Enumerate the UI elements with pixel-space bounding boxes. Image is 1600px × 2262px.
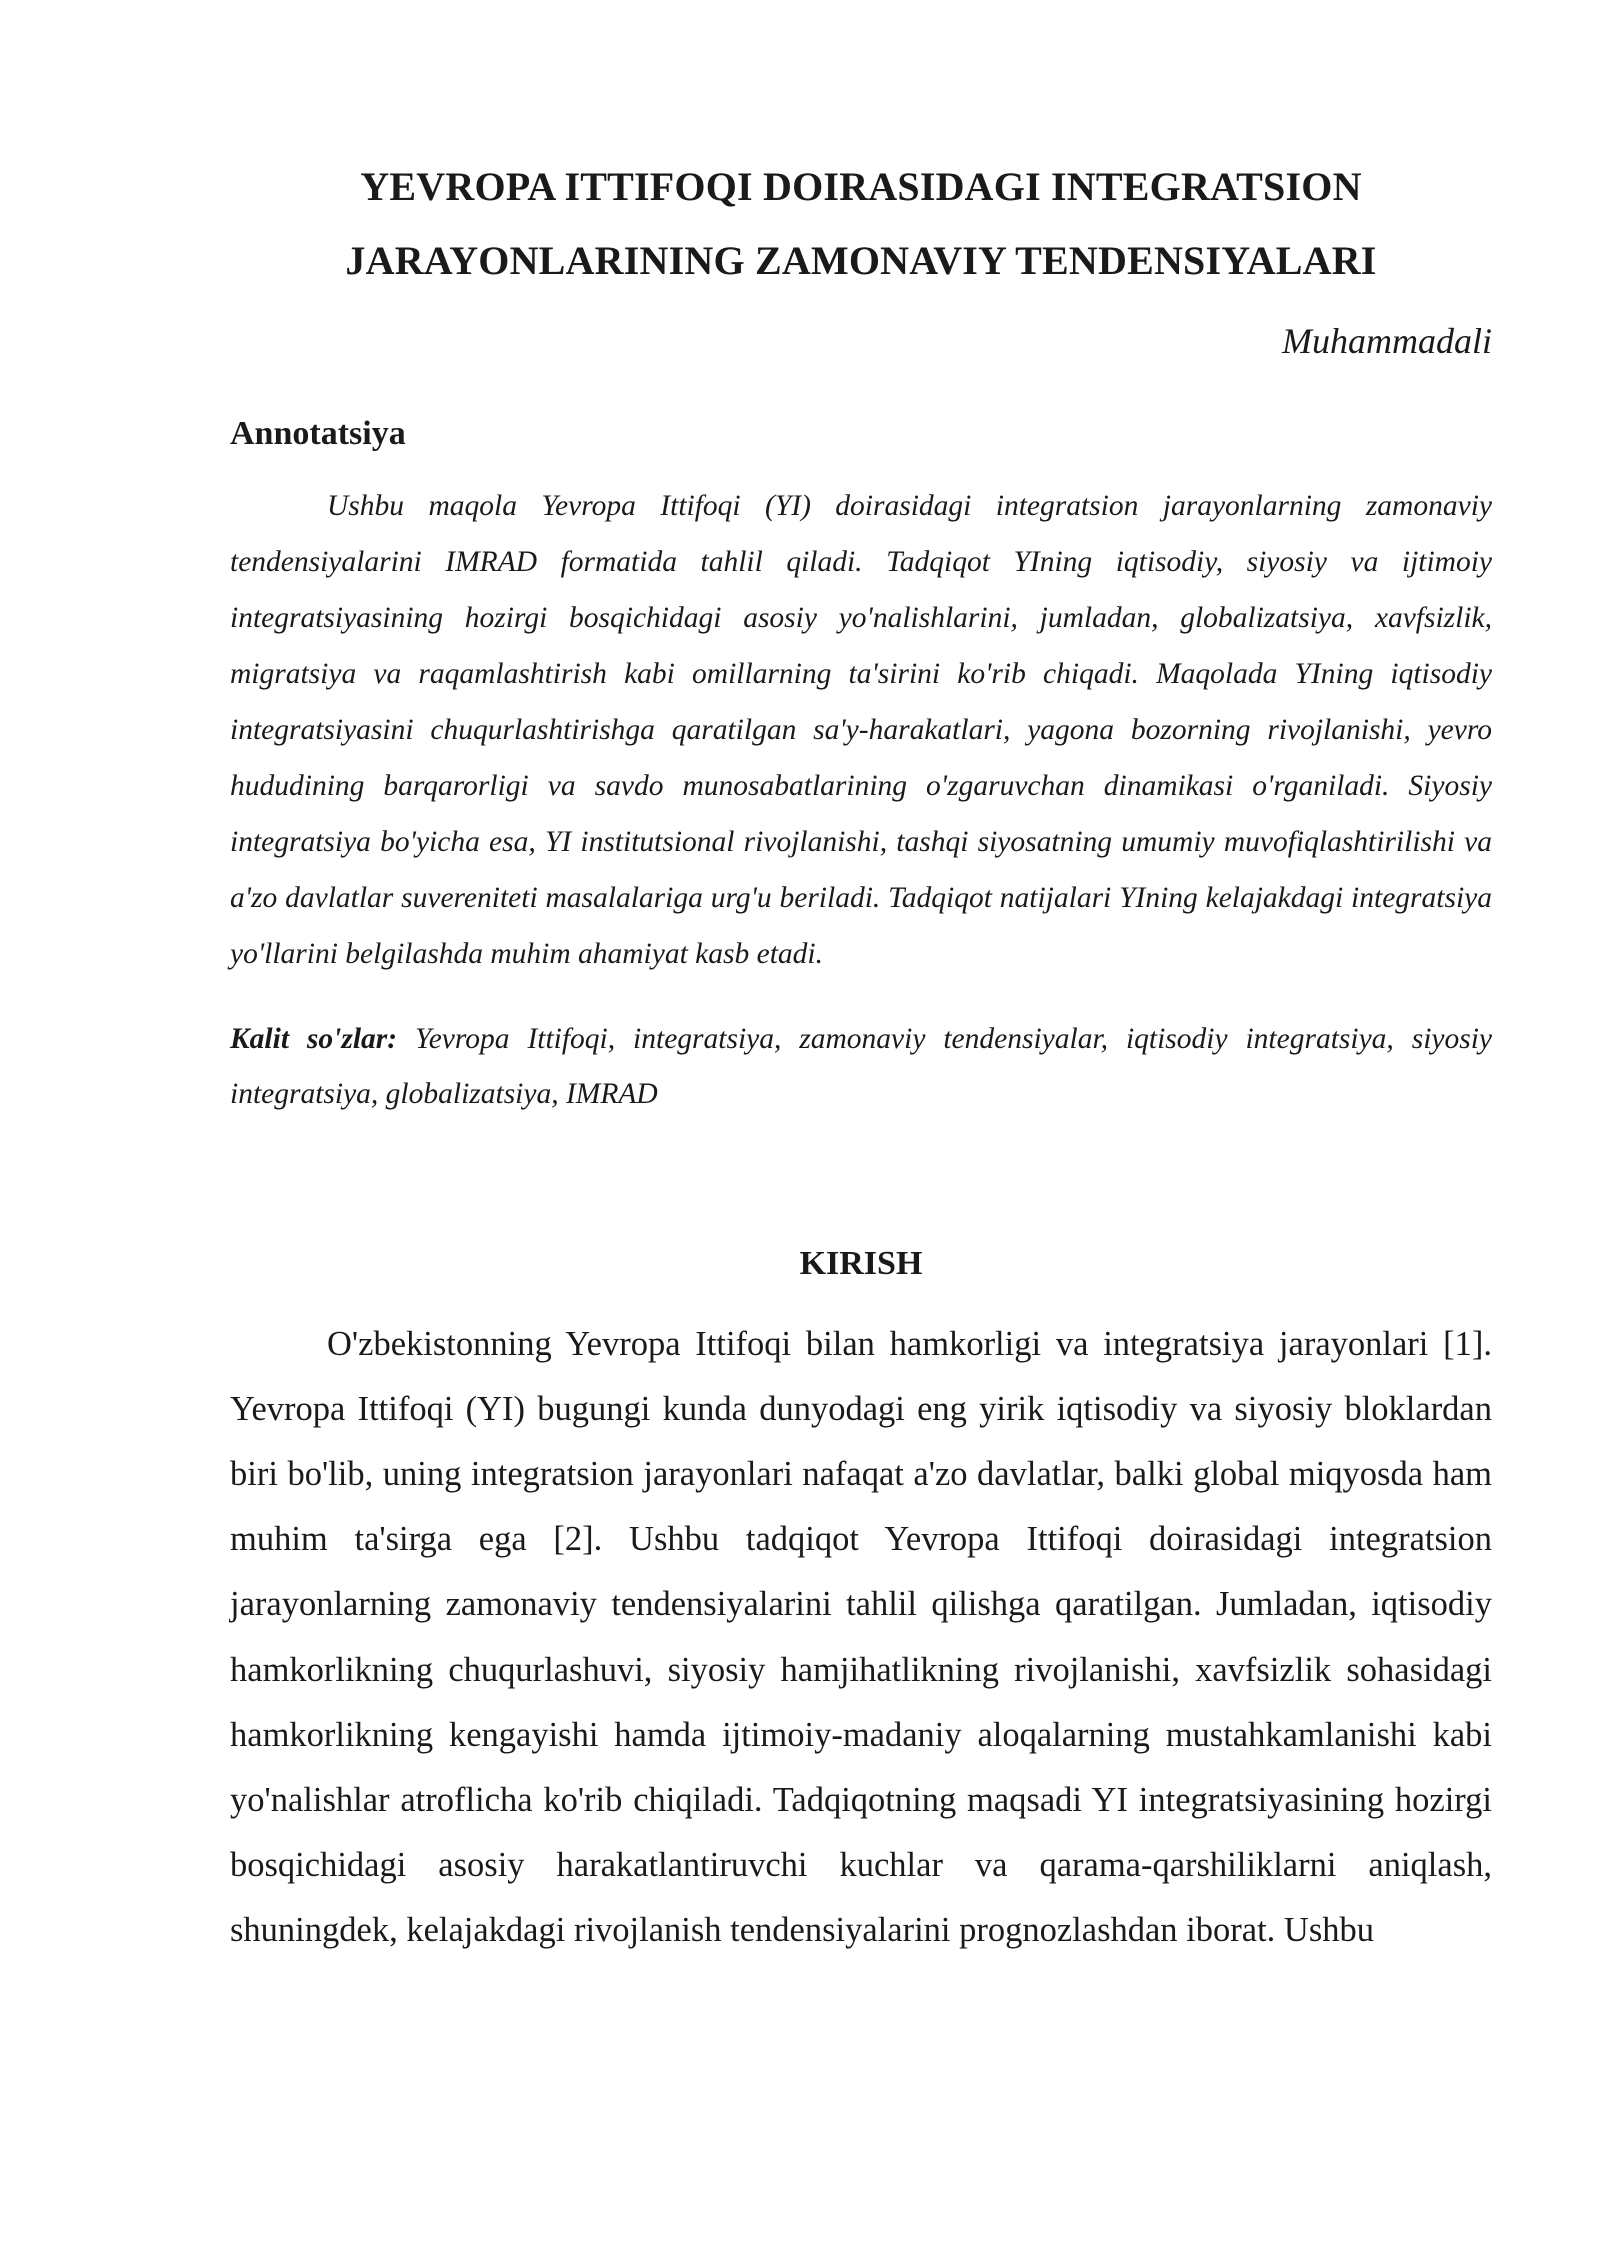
author-name: Muhammadali [1282,321,1492,361]
paper-title [230,150,1492,298]
keywords-text: Yevropa Ittifoqi, integratsiya, zamonaviy tendensiyalar, iqtisodiy integratsiya, siyosiy integratsiya, globalizatsiya, IMRAD [230,1022,1493,1110]
keywords-label: Kalit so'zlar: [230,1022,398,1055]
annotation-text: Ushbu maqola Yevropa Ittifoqi (YI) doirasidagi integratsion jarayonlarning zamonaviy tendensiyalarini IMRAD formatida tahlil qiladi. Tadqiqot YIning iqtisodiy, siyosiy va ijtimoiy integratsiyasining hozirgi bosqichidagi asosiy yo'nalishlarini, jumladan, globalizatsiya, xavfsizlik, migratsiya va raqamlashtirish kabi omillarning ta'sirini ko'rib chiqadi. Maqolada YIning iqtisodiy integratsiyasini chuqurlashtirishga qaratilgan sa'y-harakatlari, yagona bozorning rivojlanishi, yevro hududining barqarorligi va savdo munosabatlarining o'zgaruvchan dinamikasi o'rganiladi. Siyosiy integratsiya bo'yicha esa, YI institutsional rivojlanishi, tashqi siyosatning umumiy muvofiqlashtirilishi va a'zo davlatlar suvereniteti masalalariga urg'u beriladi. Tadqiqot natijalari YIning kelajakdagi integratsiya yo'llarini belgilashda muhim ahamiyat kasb etadi. [230,490,1492,970]
keywords [230,1012,1492,1122]
paper-title-line-2: JARAYONLARINING ZAMONAVIY TENDENSIYALARI [345,238,1377,283]
annotation-heading: Annotatsiya [230,415,406,452]
paper-title-line-1: YEVROPA ITTIFOQI DOIRASIDAGI INTEGRATSION [360,164,1362,209]
section-heading-introduction: KIRISH [799,1244,923,1282]
introduction-paragraph: O'zbekistonning Yevropa Ittifoqi bilan hamkorligi va integratsiya jarayonlari [1]. Yevropa Ittifoqi (YI) bugungi kunda dunyodagi eng yirik iqtisodiy va siyosiy bloklardan biri bo'lib, uning integratsion jarayonlari nafaqat a'zo davlatlar, balki global miqyosda ham muhim ta'sirga ega [2]. Ushbu tadqiqot Yevropa Ittifoqi doirasidagi integratsion jarayonlarning zamonaviy tendensiyalarini tahlil qilishga qaratilgan. Jumladan, iqtisodiy hamkorlikning chuqurlashuvi, siyosiy hamjihatlikning rivojlanishi, xavfsizlik sohasidagi hamkorlikning kengayishi hamda ijtimoiy-madaniy aloqalarning mustahkamlanishi kabi yo'nalishlar atroflicha ko'rib chiqiladi. Tadqiqotning maqsadi YI integratsiyasining hozirgi bosqichidagi asosiy harakatlantiruvchi kuchlar va qarama-qarshiliklarni aniqlash, shuningdek, kelajakdagi rivojlanish tendensiyalarini prognozlashdan iborat. Ushbu [230,1324,1492,1950]
document-page [230,0,1492,1998]
